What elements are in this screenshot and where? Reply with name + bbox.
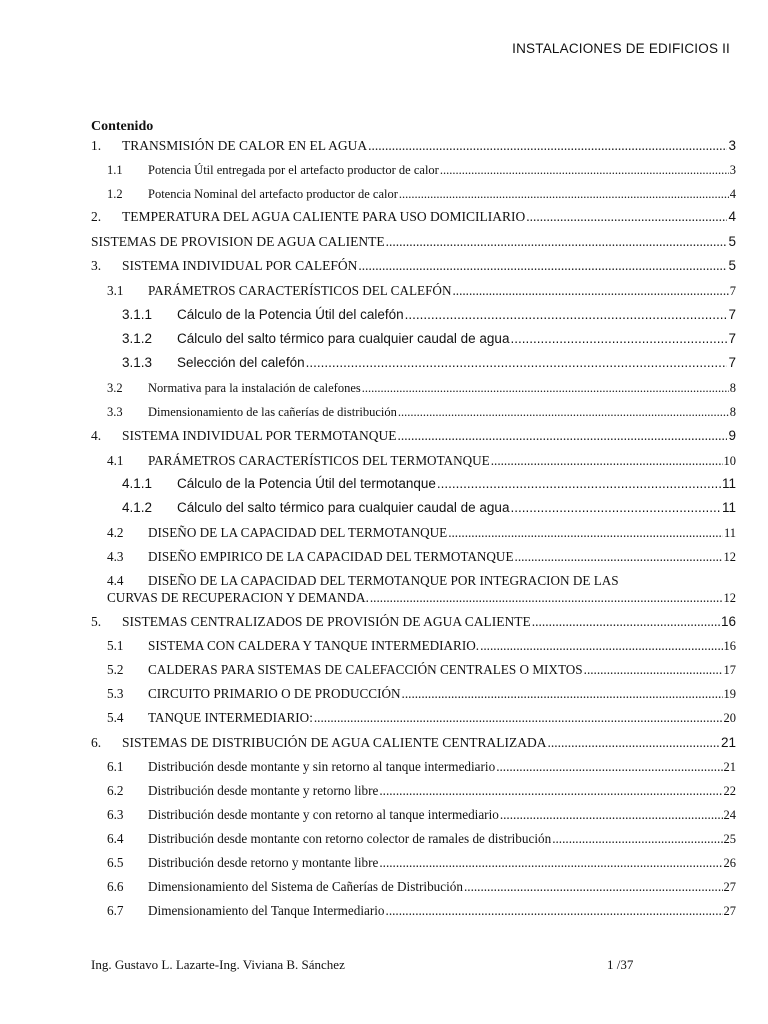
toc-leader-dots	[532, 614, 720, 630]
toc-entry-6-5[interactable]	[91, 855, 736, 871]
toc-entry-text: SISTEMAS CENTRALIZADOS DE PROVISIÓN DE AGUA CALIENTE	[122, 614, 531, 629]
toc-entry-4[interactable]	[91, 428, 736, 444]
toc-entry-text: PARÁMETROS CARACTERÍSTICOS DEL TERMOTANQUE	[148, 453, 490, 468]
footer-authors: Ing. Gustavo L. Lazarte-Ing. Viviana B. Sánchez	[91, 957, 345, 972]
toc-entry-number: 5.1	[107, 638, 124, 653]
toc-entry-page: 16	[723, 639, 736, 653]
toc-entry-page: 4	[728, 209, 736, 224]
toc-leader-dots	[496, 759, 722, 775]
toc-entry-page: 24	[723, 808, 736, 822]
toc-entry-text: Distribución desde montante y sin retorno al tanque intermediario	[148, 759, 496, 774]
toc-leader-dots	[491, 453, 723, 469]
toc-entry-sistemas-provision[interactable]	[91, 234, 736, 250]
toc-leader-dots	[584, 662, 723, 678]
toc-entry-number: 3.1	[107, 283, 124, 298]
toc-leader-dots	[314, 710, 723, 726]
toc-entry-page: 4	[729, 187, 736, 201]
toc-entry-text: Distribución desde montante y retorno libre	[148, 783, 379, 798]
toc-leader-dots	[437, 476, 721, 491]
toc-entry-number: 5.3	[107, 686, 124, 701]
toc-entry-number: 4.2	[107, 525, 124, 540]
toc-entry-number: 3.1.1	[122, 307, 153, 322]
toc-entry-page: 7	[728, 331, 736, 346]
toc-entry-5-4[interactable]	[91, 710, 736, 726]
toc-leader-dots	[402, 686, 723, 702]
page-header: INSTALACIONES DE EDIFICIOS II	[512, 41, 730, 56]
toc-entry-text: SISTEMA INDIVIDUAL POR CALEFÓN	[122, 258, 358, 273]
toc-entry-page: 7	[729, 284, 736, 298]
toc-entry-3-3[interactable]	[91, 405, 736, 420]
toc-entry-page: 5	[728, 258, 736, 273]
toc-leader-dots	[379, 783, 722, 799]
toc-entry-page: 9	[728, 428, 736, 443]
toc-entry-5-2[interactable]	[91, 662, 736, 678]
toc-entry-3-2[interactable]	[91, 381, 736, 396]
toc-entry-page: 11	[721, 500, 736, 515]
toc-entry-text: DISEÑO DE LA CAPACIDAD DEL TERMOTANQUE	[148, 525, 448, 540]
toc-leader-dots	[526, 209, 727, 225]
toc-entry-4-1-1[interactable]	[91, 476, 736, 491]
toc-entry-text: SISTEMA INDIVIDUAL POR TERMOTANQUE	[122, 428, 397, 443]
toc-entry-2[interactable]	[91, 209, 736, 225]
toc-entry-number: 4.	[91, 428, 102, 443]
toc-entry-3-1-1[interactable]	[91, 307, 736, 322]
toc-entry-page: 11	[723, 526, 736, 540]
toc-entry-page: 3	[729, 163, 736, 177]
toc-entry-4-3[interactable]	[91, 549, 736, 565]
toc-entry-number: 3.3	[107, 405, 123, 419]
toc-entry-1[interactable]	[91, 138, 736, 154]
toc-entry-text: Dimensionamiento del Tanque Intermediario	[148, 903, 385, 918]
toc-entry-number: 6.5	[107, 855, 124, 870]
toc-entry-page: 26	[723, 856, 736, 870]
toc-entry-page: 11	[721, 476, 736, 491]
toc-entry-text: CIRCUITO PRIMARIO O DE PRODUCCIÓN	[148, 686, 401, 701]
toc-entry-text: Normativa para la instalación de calefones	[148, 381, 361, 395]
toc-entry-3-1-3[interactable]	[91, 355, 736, 370]
toc-entry-page: 20	[723, 711, 736, 725]
toc-entry-page: 5	[728, 234, 736, 249]
toc-entry-6-4[interactable]	[91, 831, 736, 847]
toc-entry-text: Distribución desde montante y con retorno al tanque intermediario	[148, 807, 499, 822]
toc-entry-text: CALDERAS PARA SISTEMAS DE CALEFACCIÓN CENTRALES O MIXTOS	[148, 662, 583, 677]
toc-entry-5-3[interactable]	[91, 686, 736, 702]
toc-entry-number: 3.	[91, 258, 102, 273]
toc-entry-6-7[interactable]	[91, 903, 736, 919]
toc-entry-4-2[interactable]	[91, 525, 736, 541]
toc-entry-4-1-2[interactable]	[91, 500, 736, 515]
toc-entry-number: 4.1	[107, 453, 124, 468]
toc-entry-6[interactable]	[91, 735, 736, 751]
toc-entry-text: Cálculo del salto térmico para cualquier caudal de agua	[177, 500, 510, 515]
toc-entry-1-2[interactable]	[91, 187, 736, 202]
toc-leader-dots	[448, 525, 723, 541]
toc-entry-number: 6.3	[107, 807, 124, 822]
toc-entry-page: 27	[723, 904, 736, 918]
toc-leader-dots	[358, 258, 727, 274]
toc-entry-number: 5.	[91, 614, 102, 629]
toc-entry-6-6[interactable]	[91, 879, 736, 895]
toc-leader-dots	[368, 138, 727, 154]
toc-entry-number: 4.1.1	[122, 476, 153, 491]
toc-leader-dots	[386, 903, 723, 919]
toc-entry-1-1[interactable]	[91, 163, 736, 178]
toc-entry-text: Distribución desde montante con retorno colector de ramales de distribución	[148, 831, 552, 846]
toc-leader-dots	[306, 355, 728, 370]
toc-entry-page: 25	[723, 832, 736, 846]
toc-entry-page: 19	[723, 687, 736, 701]
toc-entry-page: 27	[723, 880, 736, 894]
toc-entry-number: 6.2	[107, 783, 124, 798]
toc-entry-page: 21	[720, 735, 736, 750]
toc-entry-number: 6.6	[107, 879, 124, 894]
toc-leader-dots	[515, 549, 723, 565]
toc-entry-page: 3	[728, 138, 736, 153]
toc-entry-4-4[interactable]	[91, 573, 736, 606]
toc-entry-text: Dimensionamiento de las cañerías de distribución	[148, 405, 397, 419]
toc-entry-text: DISEÑO DE LA CAPACIDAD DEL TERMOTANQUE POR INTEGRACION DE LAS	[148, 573, 619, 588]
toc-entry-page: 8	[729, 381, 736, 395]
toc-entry-number: 4.3	[107, 549, 124, 564]
toc-entry-number: 1.1	[107, 163, 123, 177]
toc-entry-number: 1.2	[107, 187, 123, 201]
toc-entry-page: 22	[723, 784, 736, 798]
toc-entry-number: 5.2	[107, 662, 124, 677]
toc-entry-6-2[interactable]	[91, 783, 736, 799]
toc-entry-number: 1.	[91, 138, 102, 153]
toc-leader-dots	[398, 405, 729, 420]
toc-leader-dots	[362, 381, 729, 396]
toc-entry-text: SISTEMAS DE PROVISION DE AGUA CALIENTE	[91, 234, 385, 249]
toc-leader-dots	[399, 187, 729, 202]
toc-entry-number: 4.1.2	[122, 500, 153, 515]
toc-entry-page: 21	[723, 760, 736, 774]
toc-entry-number: 3.2	[107, 381, 123, 395]
toc-entry-page: 16	[720, 614, 736, 629]
toc-leader-dots	[510, 331, 727, 346]
toc-entry-text: DISEÑO EMPIRICO DE LA CAPACIDAD DEL TERMOTANQUE	[148, 549, 514, 564]
toc-entry-text: TEMPERATURA DEL AGUA CALIENTE PARA USO DOMICILIARIO	[122, 209, 526, 224]
toc-entry-text: Cálculo del salto térmico para cualquier caudal de agua	[177, 331, 510, 346]
toc-leader-dots	[370, 590, 723, 606]
toc-title: Contenido	[91, 119, 154, 134]
toc-entry-5[interactable]	[91, 614, 736, 630]
toc-entry-5-1[interactable]	[91, 638, 736, 654]
toc-entry-number: 6.1	[107, 759, 124, 774]
toc-leader-dots	[464, 879, 723, 895]
toc-entry-text: TANQUE INTERMEDIARIO:	[148, 710, 313, 725]
toc-entry-text-continued: CURVAS DE RECUPERACION Y DEMANDA.	[107, 590, 369, 605]
toc-entry-text: Dimensionamiento del Sistema de Cañerías de Distribución	[148, 879, 463, 894]
toc-leader-dots	[405, 307, 728, 322]
toc-entry-3-1-2[interactable]	[91, 331, 736, 346]
toc-entry-number: 6.4	[107, 831, 124, 846]
toc-entry-number: 5.4	[107, 710, 124, 725]
toc-leader-dots	[552, 831, 722, 847]
toc-entry-page: 8	[729, 405, 736, 419]
toc-leader-dots	[500, 807, 723, 823]
toc-leader-dots	[510, 500, 721, 515]
footer-page-number: 1 /37	[607, 957, 634, 972]
toc-entry-number: 4.4	[107, 573, 124, 588]
toc-leader-dots	[398, 428, 728, 444]
toc-entry-page: 7	[728, 307, 736, 322]
toc-entry-6-3[interactable]	[91, 807, 736, 823]
toc-leader-dots	[379, 855, 722, 871]
toc-leader-dots	[480, 638, 722, 654]
toc-entry-number: 3.1.3	[122, 355, 153, 370]
toc-entry-number: 6.	[91, 735, 102, 750]
toc-entry-number: 6.7	[107, 903, 124, 918]
toc-entry-text: Distribución desde retorno y montante libre	[148, 855, 379, 870]
toc-entry-page: 12	[723, 550, 736, 564]
toc-entry-text: PARÁMETROS CARACTERÍSTICOS DEL CALEFÓN	[148, 283, 452, 298]
toc-entry-page: 17	[723, 663, 736, 677]
toc-entry-text: Potencia Útil entregada por el artefacto productor de calor	[148, 163, 439, 177]
toc-entry-6-1[interactable]	[91, 759, 736, 775]
toc-entry-number: 3.1.2	[122, 331, 153, 346]
toc-entry-text: SISTEMAS DE DISTRIBUCIÓN DE AGUA CALIENTE CENTRALIZADA	[122, 735, 547, 750]
toc-entry-4-1[interactable]	[91, 453, 736, 469]
toc-entry-page: 7	[728, 355, 736, 370]
toc-entry-text: Cálculo de la Potencia Útil del calefón	[177, 307, 404, 322]
toc-entry-text: SISTEMA CON CALDERA Y TANQUE INTERMEDIARIO.	[148, 638, 480, 653]
toc-leader-dots	[440, 163, 729, 178]
toc-entry-text: Cálculo de la Potencia Útil del termotanque	[177, 476, 436, 491]
toc-entry-text: Potencia Nominal del artefacto productor de calor	[148, 187, 398, 201]
toc-leader-dots	[452, 283, 728, 299]
toc-entry-number: 2.	[91, 209, 102, 224]
toc-leader-dots	[548, 735, 720, 751]
toc-entry-text: Selección del calefón	[177, 355, 305, 370]
toc-entry-page: 12	[723, 591, 736, 605]
toc-entry-3-1[interactable]	[91, 283, 736, 299]
toc-leader-dots	[386, 234, 728, 250]
toc-entry-page: 10	[723, 454, 736, 468]
toc-entry-text: TRANSMISIÓN DE CALOR EN EL AGUA	[122, 138, 368, 153]
toc-entry-3[interactable]	[91, 258, 736, 274]
